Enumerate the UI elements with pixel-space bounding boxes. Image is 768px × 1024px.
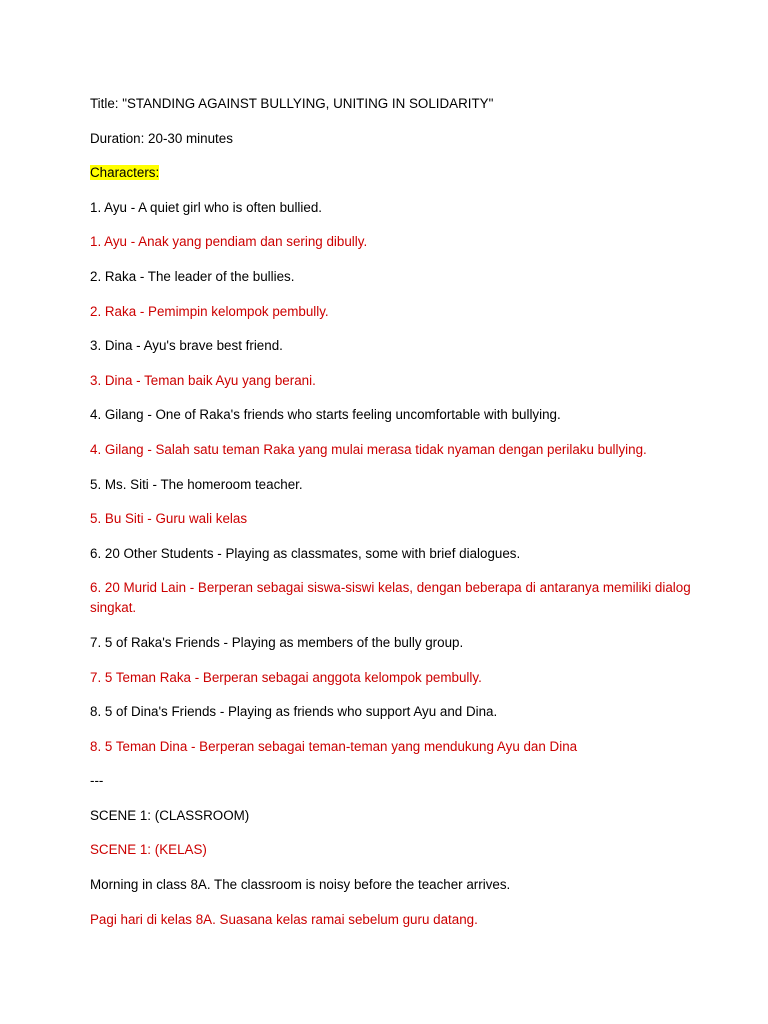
character-en: 1. Ayu - A quiet girl who is often bullied. <box>90 199 323 215</box>
character-en: 6. 20 Other Students - Playing as classmates, some with brief dialogues. <box>90 545 521 561</box>
scene-description-id: Pagi hari di kelas 8A. Suasana kelas ramai sebelum guru datang. <box>90 911 478 927</box>
character-en: 8. 5 of Dina's Friends - Playing as friends who support Ayu and Dina. <box>90 704 498 720</box>
character-id: 6. 20 Murid Lain - Berperan sebagai siswa-siswi kelas, dengan beberapa di antaranya memiliki dialog singkat. <box>90 580 695 616</box>
character-id: 4. Gilang - Salah satu teman Raka yang mulai merasa tidak nyaman dengan perilaku bullying. <box>90 441 647 457</box>
duration-line: Duration: 20-30 minutes <box>90 130 233 146</box>
scene-heading-en: SCENE 1: (CLASSROOM) <box>90 807 250 823</box>
character-id: 1. Ayu - Anak yang pendiam dan sering dibully. <box>90 234 368 250</box>
scene-description-en: Morning in class 8A. The classroom is noisy before the teacher arrives. <box>90 877 511 893</box>
character-en: 2. Raka - The leader of the bullies. <box>90 268 295 284</box>
character-en: 4. Gilang - One of Raka's friends who starts feeling uncomfortable with bullying. <box>90 407 561 423</box>
scene-heading-id: SCENE 1: (KELAS) <box>90 842 207 858</box>
character-id: 8. 5 Teman Dina - Berperan sebagai teman-teman yang mendukung Ayu dan Dina <box>90 738 578 754</box>
characters-heading-line <box>90 163 730 183</box>
character-en: 7. 5 of Raka's Friends - Playing as members of the bully group. <box>90 634 464 650</box>
character-en: 5. Ms. Siti - The homeroom teacher. <box>90 476 303 492</box>
character-id: 5. Bu Siti - Guru wali kelas <box>90 511 248 527</box>
script-title: Title: "STANDING AGAINST BULLYING, UNITING IN SOLIDARITY" <box>90 96 494 111</box>
character-id: 7. 5 Teman Raka - Berperan sebagai anggota kelompok pembully. <box>90 669 482 685</box>
separator: --- <box>90 773 104 789</box>
character-id: 2. Raka - Pemimpin kelompok pembully. <box>90 303 329 319</box>
character-en: 3. Dina - Ayu's brave best friend. <box>90 338 283 354</box>
characters-heading: Characters: <box>90 165 160 181</box>
document-page <box>90 94 730 944</box>
character-id: 3. Dina - Teman baik Ayu yang berani. <box>90 372 316 388</box>
